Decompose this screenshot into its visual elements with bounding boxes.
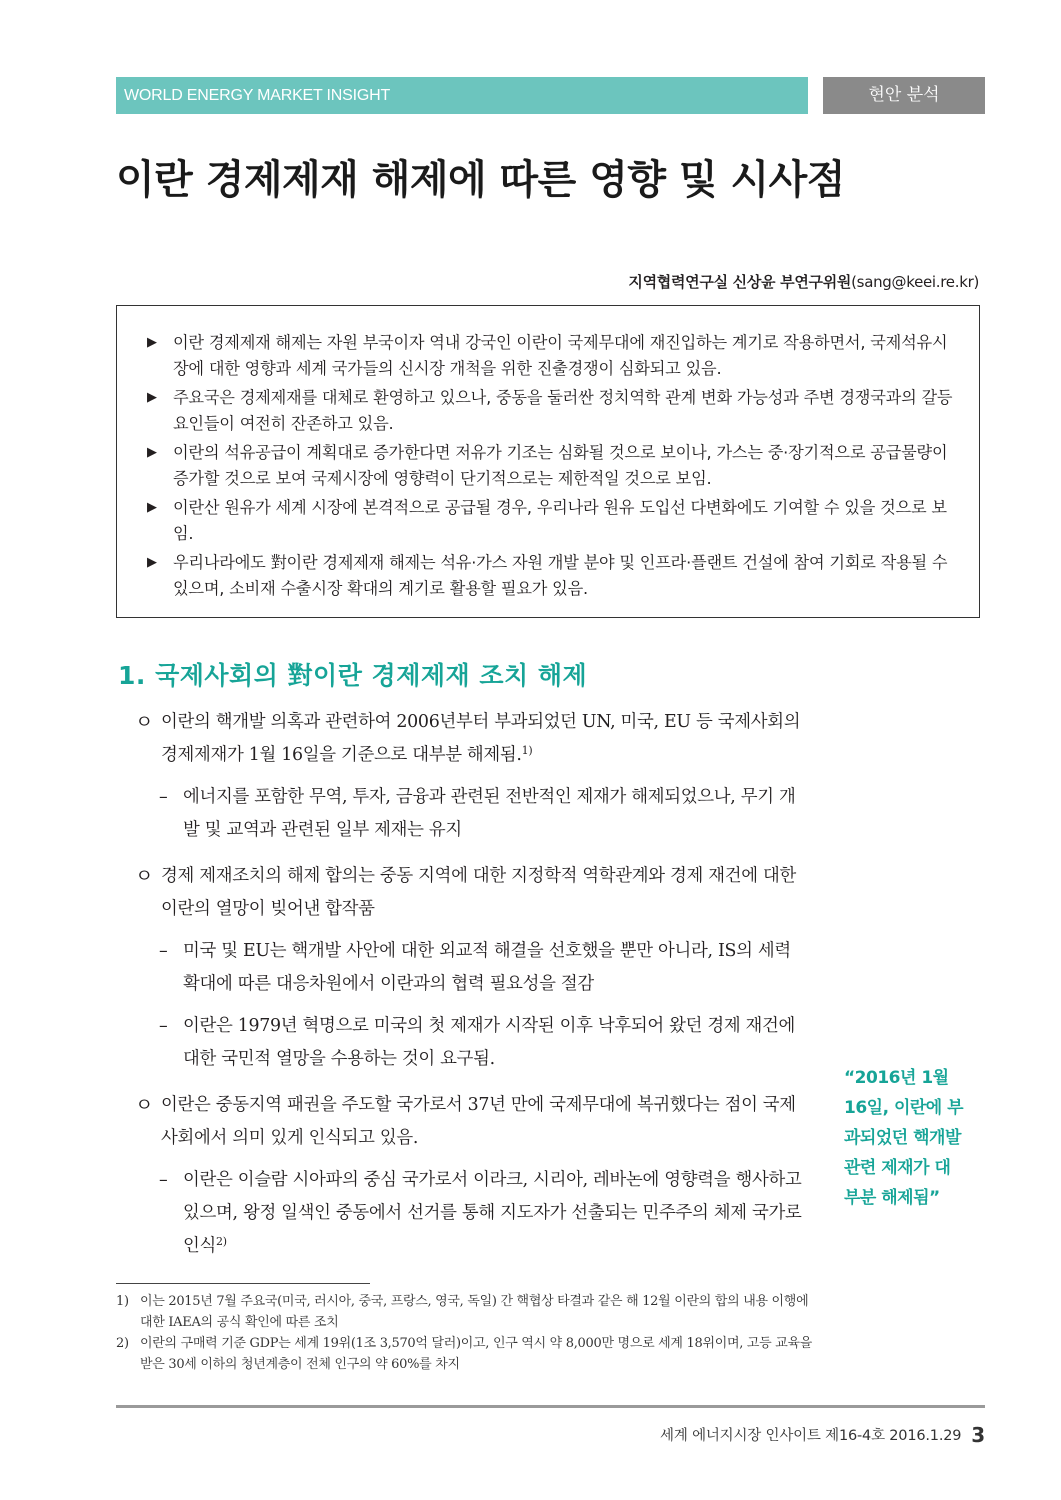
paragraph-block-2: [135, 860, 810, 1076]
footer-divider: [116, 1405, 985, 1408]
summary-item: [147, 440, 953, 492]
section-heading: 1. 국제사회의 對이란 경제제재 조치 해제: [118, 661, 588, 690]
paragraph-text: 에너지를 포함한 무역, 투자, 금융과 관련된 전반적인 제재가 해제되었으나, 무기 개발 및 교역과 관련된 일부 제재는 유지: [183, 787, 796, 840]
summary-text: 이란 경제제재 해제는 자원 부국이자 역내 강국인 이란이 국제무대에 재진입하는 계기로 작용하면서, 국제석유시장에 대한 영향과 세계 국가들의 신시장 개척을 위한 진출경쟁이 심화되고 있음.: [173, 333, 948, 378]
dash-bullet-icon: –: [159, 1016, 168, 1036]
paragraph-text: 미국 및 EU는 핵개발 사안에 대한 외교적 해결을 선호했을 뿐만 아니라, IS의 세력 확대에 따른 대응차원에서 이란과의 협력 필요성을 절감: [183, 941, 791, 994]
triangle-bullet-icon: ▶: [147, 555, 157, 570]
footnote-ref: 1): [521, 744, 533, 757]
dash-bullet-icon: –: [159, 941, 168, 961]
triangle-bullet-icon: ▶: [147, 390, 157, 405]
circle-bullet-icon: ㅇ: [135, 711, 154, 733]
footnote-number: 2): [116, 1336, 129, 1351]
summary-item: [147, 385, 953, 437]
summary-item: [147, 495, 953, 547]
summary-item: [147, 550, 953, 602]
dash-item: [135, 1164, 810, 1263]
page-number: 3: [971, 1423, 985, 1447]
author-line: [628, 271, 979, 292]
footnote: [116, 1333, 816, 1375]
pull-quote: “2016년 1월 16일, 이란에 부과되었던 핵개발 관련 제재가 대부분 해제됨”: [844, 1068, 964, 1208]
summary-item: [147, 330, 953, 382]
triangle-bullet-icon: ▶: [147, 500, 157, 515]
paragraph-text: 이란은 중동지역 패권을 주도할 국가로서 37년 만에 국제무대에 복귀했다는 점이 국제사회에서 의미 있게 인식되고 있음.: [161, 1095, 796, 1148]
circle-item: [135, 706, 810, 772]
footnotes: [116, 1291, 816, 1375]
paragraph-text: 이란은 이슬람 시아파의 중심 국가로서 이라크, 시리아, 레바논에 영향력을 행사하고 있으며, 왕정 일색인 중동에서 선거를 통해 지도자가 선출되는 민주주의 체제 국가로 인식: [183, 1170, 802, 1256]
summary-text: 이란산 원유가 세계 시장에 본격적으로 공급될 경우, 우리나라 원유 도입선 다변화에도 기여할 수 있을 것으로 보임.: [173, 498, 947, 543]
triangle-bullet-icon: ▶: [147, 445, 157, 460]
dash-bullet-icon: –: [159, 1170, 168, 1190]
dash-bullet-icon: –: [159, 787, 168, 807]
series-banner: WORLD ENERGY MARKET INSIGHT: [116, 77, 808, 114]
publication-info: 세계 에너지시장 인사이트 제16-4호 2016.1.29: [660, 1428, 962, 1444]
triangle-bullet-icon: ▶: [147, 335, 157, 350]
footnote-number: 1): [116, 1294, 129, 1309]
footnote-text: 이란의 구매력 기준 GDP는 세계 19위(1조 3,570억 달러)이고, 인구 역시 약 8,000만 명으로 세계 18위이며, 고등 교육을 받은 30세 이하의 청년계층이 전체 인구의 약 60%를 차지: [140, 1336, 813, 1372]
summary-text: 우리나라에도 對이란 경제제재 해제는 석유·가스 자원 개발 분야 및 인프라·플랜트 건설에 참여 기회로 작용될 수 있으며, 소비재 수출시장 확대의 계기로 활용할 필요가 있음.: [173, 553, 948, 598]
paragraph-text: 이란의 핵개발 의혹과 관련하여 2006년부터 부과되었던 UN, 미국, EU 등 국제사회의 경제제재가 1월 16일을 기준으로 대부분 해제됨.: [161, 712, 801, 765]
paragraph-block-1: [135, 706, 810, 847]
summary-text: 이란의 석유공급이 계획대로 증가한다면 저유가 기조는 심화될 것으로 보이나, 가스는 중·장기적으로 공급물량이 증가할 것으로 보여 국제시장에 영향력이 단기적으로는 제한적일 것으로 보임.: [173, 443, 948, 488]
summary-box: [116, 305, 980, 618]
page-title: 이란 경제제재 해제에 따른 영향 및 시사점: [116, 157, 845, 203]
author-name: 지역협력연구실 신상윤 부연구위원: [628, 273, 852, 291]
dash-item: [135, 1010, 810, 1076]
footnote: [116, 1291, 816, 1333]
paragraph-block-3: [135, 1089, 810, 1263]
footnote-divider: [116, 1283, 370, 1284]
circle-item: [135, 1089, 810, 1155]
circle-bullet-icon: ㅇ: [135, 865, 154, 887]
page-footer: [660, 1423, 985, 1447]
circle-item: [135, 860, 810, 926]
summary-text: 주요국은 경제제재를 대체로 환영하고 있으나, 중동을 둘러싼 정치역학 관계 변화 가능성과 주변 경쟁국과의 갈등 요인들이 여전히 잔존하고 있음.: [173, 388, 953, 433]
footnote-text: 이는 2015년 7월 주요국(미국, 러시아, 중국, 프랑스, 영국, 독일) 간 핵협상 타결과 같은 해 12월 이란의 합의 내용 이행에 대한 IAEA의 공식 확인에 따른 조치: [140, 1294, 809, 1330]
paragraph-text: 경제 제재조치의 해제 합의는 중동 지역에 대한 지정학적 역학관계와 경제 재건에 대한 이란의 열망이 빚어낸 합작품: [161, 866, 796, 919]
dash-item: [135, 781, 810, 847]
circle-bullet-icon: ㅇ: [135, 1094, 154, 1116]
author-email: (sang@keei.re.kr): [851, 273, 979, 291]
footnote-ref: 2): [216, 1235, 227, 1248]
paragraph-text: 이란은 1979년 혁명으로 미국의 첫 제재가 시작된 이후 낙후되어 왔던 경제 재건에 대한 국민적 열망을 수용하는 것이 요구됨.: [183, 1016, 796, 1069]
category-tag: 현안 분석: [823, 77, 985, 114]
dash-item: [135, 935, 810, 1001]
